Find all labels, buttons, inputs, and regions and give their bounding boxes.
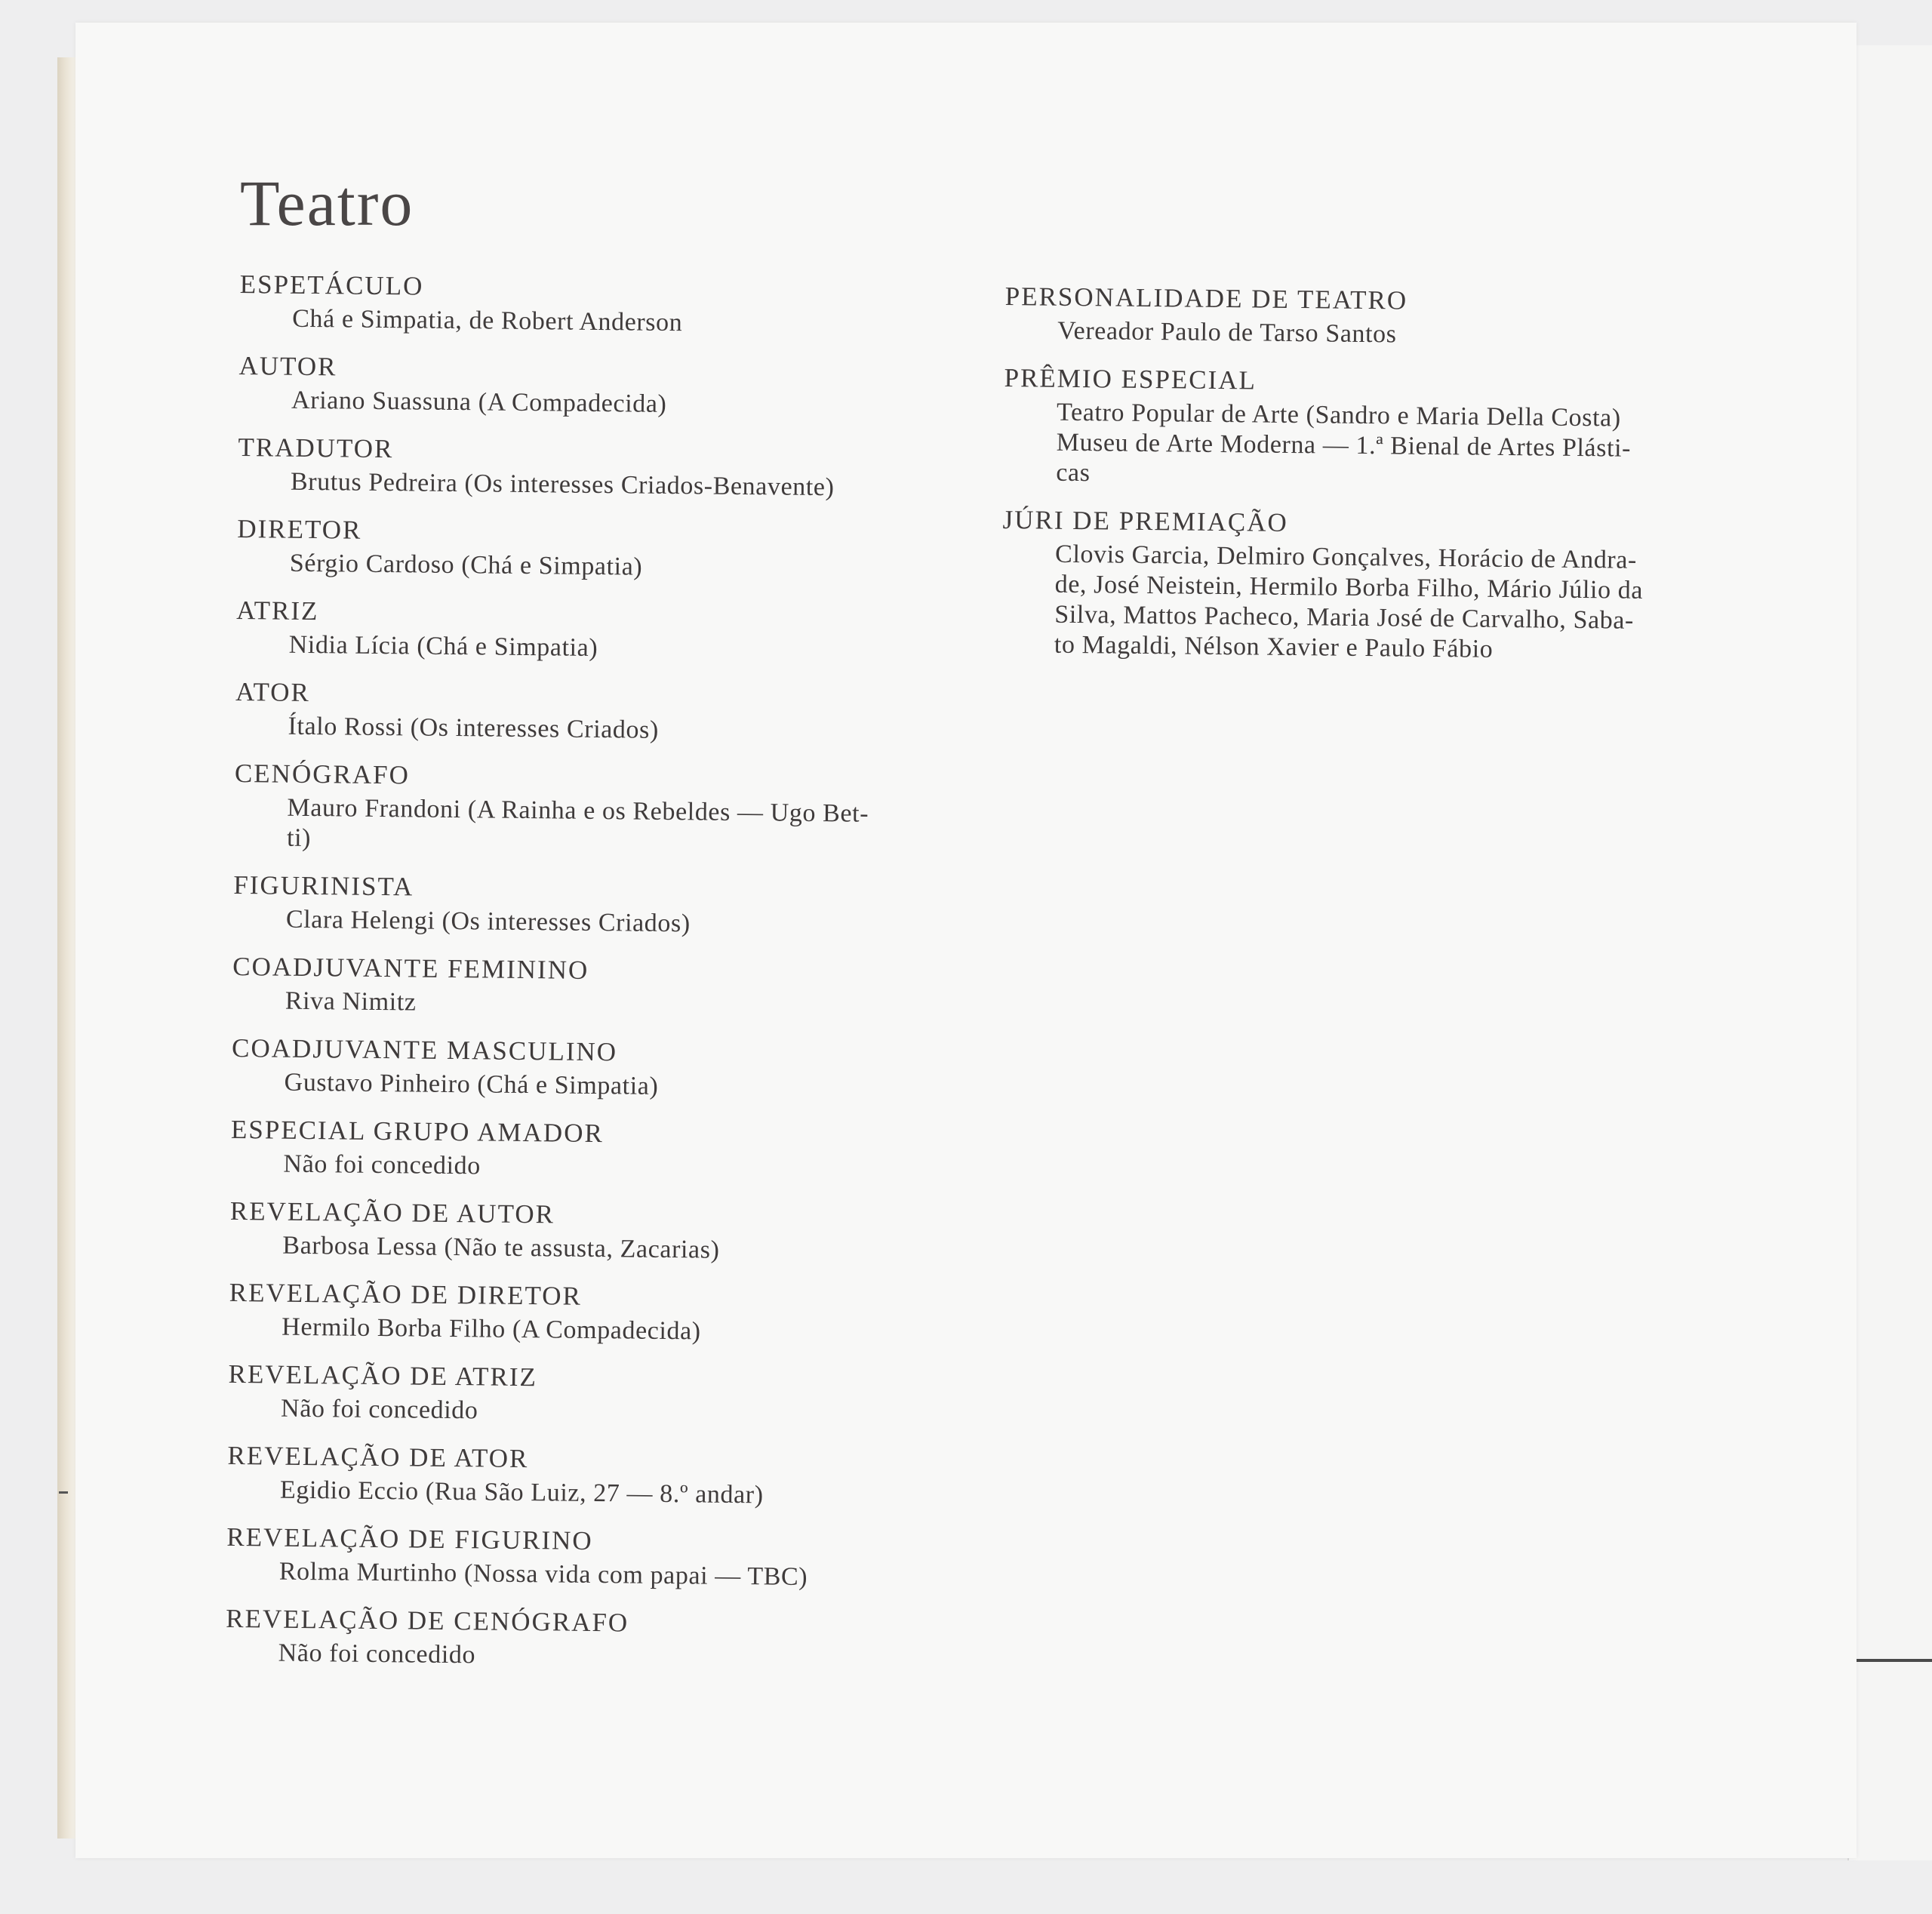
award-category: ATRIZ — [236, 595, 319, 626]
award-entry — [238, 347, 941, 423]
winner-line: to Magaldi, Nélson Xavier e Paulo Fábio — [1054, 630, 1494, 663]
award-category: ESPECIAL GRUPO AMADOR — [230, 1114, 605, 1149]
winner-line: Silva, Mattos Pacheco, Maria José de Carvalho, Saba- — [1054, 600, 1635, 635]
award-category: REVELAÇÃO DE DIRETOR — [229, 1277, 583, 1311]
award-category: REVELAÇÃO DE FIGURINO — [226, 1522, 593, 1556]
award-entry — [237, 510, 940, 586]
award-entry — [235, 673, 937, 749]
winner-line: Teatro Popular de Arte (Sandro e Maria Della Costa) — [1056, 398, 1621, 432]
award-winner — [1004, 315, 1684, 352]
winner-line: Ariano Suassuna (A Compadecida) — [291, 386, 667, 418]
award-category: COADJUVANTE MASCULINO — [231, 1032, 618, 1067]
award-winner — [237, 548, 939, 586]
award-winner — [226, 1556, 928, 1594]
award-entry — [232, 948, 935, 1023]
award-category: COADJUVANTE FEMININO — [232, 951, 589, 985]
winner-line: ti) — [286, 823, 312, 853]
award-winner — [239, 303, 941, 341]
binding-mark — [59, 1491, 68, 1494]
award-winner — [238, 385, 940, 423]
winner-line: Hermilo Borba Filho (A Compadecida) — [281, 1312, 701, 1346]
award-winner — [1003, 397, 1683, 494]
award-entry — [236, 592, 939, 667]
page-title: Teatro — [240, 167, 414, 239]
award-winner — [228, 1393, 930, 1431]
award-entry — [226, 1519, 929, 1594]
award-entry — [1004, 278, 1684, 352]
facing-page-rule — [1847, 1659, 1932, 1662]
award-winner — [235, 711, 937, 749]
winner-line: Nidia Lícia (Chá e Simpatia) — [288, 630, 598, 662]
award-entry — [226, 1600, 928, 1676]
award-winner — [227, 1475, 929, 1512]
award-entry — [233, 866, 936, 942]
winner-line: Vereador Paulo de Tarso Santos — [1057, 316, 1397, 349]
winner-line: Sérgio Cardoso (Chá e Simpatia) — [289, 549, 643, 581]
award-entry — [231, 1029, 934, 1105]
award-entry — [234, 755, 937, 860]
award-category: ATOR — [235, 676, 311, 708]
award-category: FIGURINISTA — [233, 869, 414, 902]
award-category: PRÊMIO ESPECIAL — [1004, 362, 1257, 395]
left-column — [225, 266, 942, 1689]
award-entry — [229, 1192, 932, 1268]
award-winner — [234, 792, 937, 860]
facing-page-edge — [1847, 45, 1932, 1860]
award-category: REVELAÇÃO DE AUTOR — [229, 1195, 555, 1229]
award-category: AUTOR — [238, 350, 337, 382]
winner-line: Rolma Murtinho (Nossa vida com papai — TBC) — [278, 1557, 808, 1591]
winner-line: Clovis Garcia, Delmiro Gonçalves, Horácio de Andra- — [1054, 540, 1638, 574]
award-entry — [1001, 501, 1682, 666]
award-winner — [232, 986, 934, 1023]
award-entry — [229, 1274, 931, 1349]
winner-line: Gustavo Pinheiro (Chá e Simpatia) — [284, 1068, 659, 1100]
award-winner — [229, 1312, 931, 1349]
award-category: REVELAÇÃO DE ATRIZ — [228, 1359, 538, 1392]
winner-line: Ítalo Rossi (Os interesses Criados) — [288, 712, 660, 744]
winner-line: Barbosa Lessa (Não te assusta, Zacarias) — [282, 1231, 720, 1264]
right-column — [1001, 278, 1684, 680]
award-entry — [228, 1355, 931, 1431]
award-winner — [236, 629, 938, 667]
award-entry — [239, 266, 942, 341]
award-category: REVELAÇÃO DE ATOR — [227, 1440, 529, 1474]
award-winner — [226, 1638, 928, 1676]
award-category: JÚRI DE PREMIAÇÃO — [1002, 504, 1289, 537]
award-category: ESPETÁCULO — [239, 269, 424, 301]
award-entry — [238, 429, 940, 504]
award-entry — [230, 1111, 933, 1186]
winner-line: Brutus Pedreira (Os interesses Criados-Benavente) — [290, 467, 835, 502]
award-winner — [229, 1230, 931, 1268]
winner-line: Não foi concedido — [280, 1394, 478, 1425]
award-category: PERSONALIDADE DE TEATRO — [1004, 281, 1408, 315]
winner-line: de, José Neistein, Hermilo Borba Filho, Mário Júlio da — [1054, 570, 1644, 605]
winner-line: Não foi concedido — [278, 1639, 476, 1669]
winner-line: Chá e Simpatia, de Robert Anderson — [292, 304, 683, 337]
award-category: TRADUTOR — [238, 432, 394, 464]
winner-line: Não foi concedido — [283, 1149, 481, 1180]
winner-line: cas — [1056, 458, 1091, 488]
award-category: REVELAÇÃO DE CENÓGRAFO — [226, 1603, 629, 1638]
award-entry — [227, 1437, 930, 1512]
award-winner — [233, 904, 935, 942]
award-entry — [1003, 359, 1684, 494]
award-category: DIRETOR — [237, 513, 362, 545]
winner-line: Mauro Frandoni (A Rainha e os Rebeldes — Ugo Bet- — [287, 793, 869, 828]
winner-line: Clara Helengi (Os interesses Criados) — [285, 905, 691, 938]
award-winner — [231, 1067, 933, 1105]
winner-line: Museu de Arte Moderna — 1.ª Bienal de Artes Plásti- — [1056, 428, 1632, 463]
award-winner — [238, 466, 940, 504]
award-category: CENÓGRAFO — [234, 758, 411, 790]
winner-line: Egidio Eccio (Rua São Luiz, 27 — 8.º andar) — [279, 1476, 764, 1509]
award-winner — [1001, 539, 1682, 666]
award-winner — [230, 1149, 932, 1186]
winner-line: Riva Nimitz — [285, 986, 417, 1017]
